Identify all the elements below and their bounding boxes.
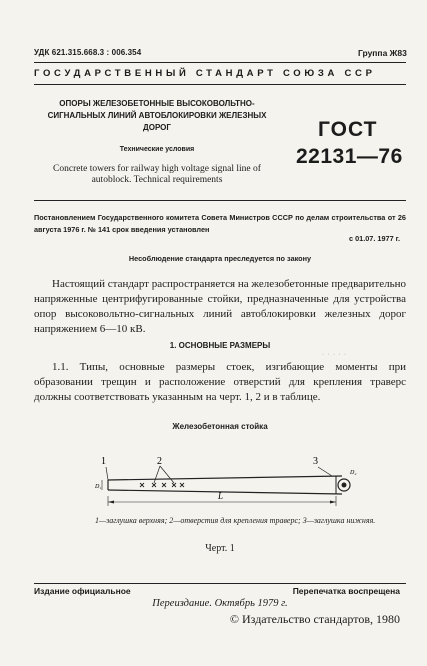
gost-label: ГОСТ — [318, 118, 378, 141]
official-edition-label: Издание официальное — [34, 586, 131, 596]
reprint-prohibited-label: Перепечатка воспрещена — [292, 586, 400, 596]
reissue-note: Переиздание. Октябрь 1979 г. — [152, 598, 288, 609]
figure-label-1: 1 — [101, 456, 106, 467]
figure-caption: 1—заглушка верхняя; 2—отверстия для крепления траверс; 3—заглушка нижняя. — [95, 516, 376, 525]
udk-code: УДК 621.315.668.3 : 006.354 — [34, 48, 142, 57]
figure-label-d1: D₁ — [95, 484, 102, 490]
copyright-notice: © Издательство стандартов, 1980 — [229, 612, 400, 626]
figure-label-d2: D₂ — [350, 470, 357, 476]
header-rule-top — [34, 62, 406, 63]
figure-label-3: 3 — [313, 456, 318, 467]
header-rule-bottom — [34, 84, 406, 85]
figure-number: Черт. 1 — [205, 543, 235, 554]
section-heading: 1. ОСНОВНЫЕ РАЗМЕРЫ — [169, 341, 271, 350]
gost-number: 22131—76 — [296, 145, 403, 168]
resolution-text: Постановлением Государственного комитета Совета Министров СССР по делам строительства от 26 августа 1976 г. № 141 срок введения установлен — [34, 213, 406, 234]
title-rule — [34, 200, 406, 201]
footer-rule — [34, 583, 406, 584]
technical-conditions-label: Технические условия — [119, 146, 195, 153]
intro-paragraph: Настоящий стандарт распространяется на железобетонные предварительно напряженные центрифугированные стойки, предназначенные для устройства опор высоковольтно-сигнальных линий автоблокировки железных дорог напряжением 6—10 кВ. — [34, 278, 406, 335]
section-paragraph: 1.1. Типы, основные размеры стоек, изгибающие моменты при образовании трещин и расположение отверстий для крепления траверс должны соответствовать указанным на черт. 1, 2 и в таблице. — [34, 361, 406, 403]
document-title-ru: ОПОРЫ ЖЕЛЕЗОБЕТОННЫЕ ВЫСОКОВОЛЬТНО-СИГНАЛЬНЫХ ЛИНИЙ АВТОБЛОКИРОВКИ ЖЕЛЕЗНЫХ ДОРОГ — [47, 99, 267, 132]
figure-label-length: L — [218, 491, 224, 501]
document-title-en: Concrete towers for railway high voltage signal line of autoblock. Technical requirements — [53, 164, 261, 185]
law-notice: Несоблюдение стандарта преследуется по закону — [128, 254, 312, 263]
scan-noise: · · · · · — [322, 352, 347, 358]
group-code: Группа Ж83 — [358, 48, 407, 58]
figure-label-2: 2 — [157, 456, 162, 467]
concrete-pole-drawing — [95, 452, 360, 512]
resolution-date: с 01.07. 1977 г. — [349, 234, 400, 243]
state-standard-banner: ГОСУДАРСТВЕННЫЙ СТАНДАРТ СОЮЗА ССР — [34, 68, 376, 79]
figure-title: Железобетонная стойка — [172, 422, 268, 431]
